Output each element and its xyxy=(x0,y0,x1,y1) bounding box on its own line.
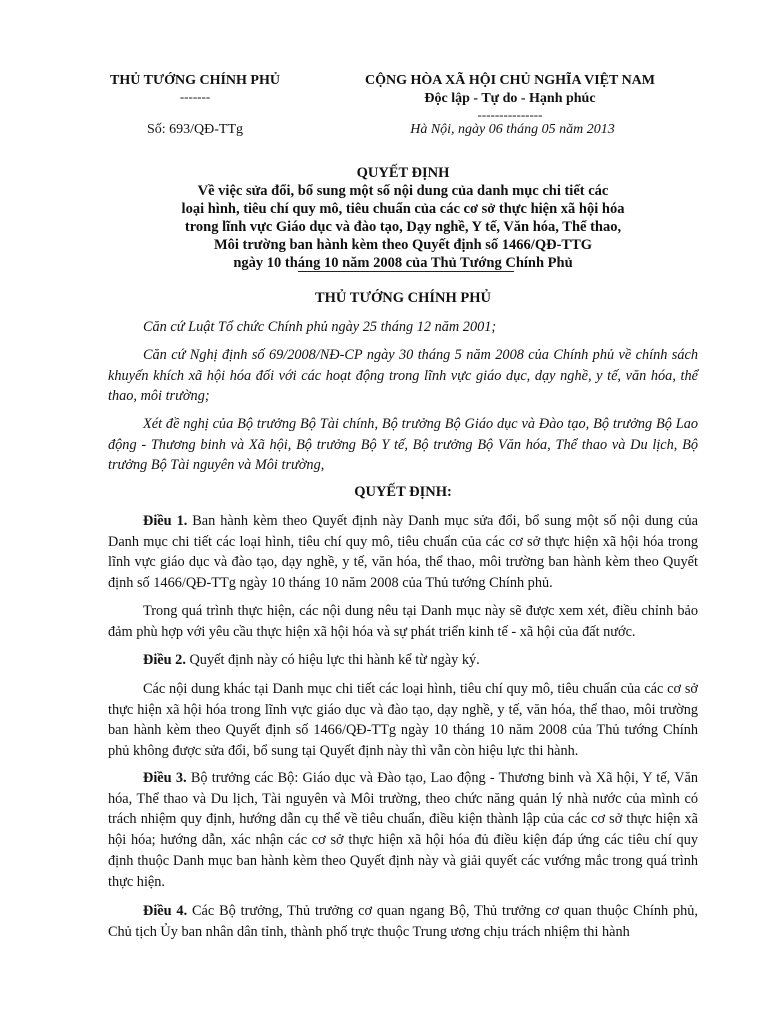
national-header-block xyxy=(350,72,670,122)
article-text: Trong quá trình thực hiện, các nội dung nêu tại Danh mục này sẽ được xem xét, điều chỉnh bảo đảm phù hợp với yêu cầu thực hiện xã hội hóa và sự phát triển kinh tế - xã hội của đất nước. xyxy=(108,603,698,640)
issuing-agency: THỦ TƯỚNG CHÍNH PHỦ xyxy=(110,73,280,88)
article-text: Các nội dung khác tại Danh mục chi tiết các loại hình, tiêu chí quy mô, tiêu chuẩn của các cơ sở thực hiện xã hội hóa trong lĩnh vực giáo dục và đào tạo, dạy nghề, y tế, văn hóa, thể thao, môi trường ban hành kèm theo Quyết định số 1466/QĐ-TTg ngày 10 tháng 10 năm 2008 của Thủ tướng Chính phủ không được sửa đổi, bổ sung tại Quyết định này thì vẫn còn hiệu lực thi hành. xyxy=(108,681,698,760)
article-text: Các Bộ trưởng, Thủ trưởng cơ quan ngang Bộ, Thủ trưởng cơ quan thuộc Chính phủ, Chủ tịch Ủy ban nhân dân tỉnh, thành phố trực thuộc Trung ương chịu trách nhiệm thi hành xyxy=(108,903,698,940)
article-4 xyxy=(108,901,698,942)
place-date: Hà Nội, ngày 06 tháng 05 năm 2013 xyxy=(410,122,615,137)
article-1-paragraph-2 xyxy=(108,601,698,642)
authority-heading: THỦ TƯỚNG CHÍNH PHỦ xyxy=(314,290,492,306)
document-number: Số: 693/QĐ-TTg xyxy=(146,122,244,137)
article-label: Điều 1. xyxy=(143,513,188,529)
issuing-agency-block xyxy=(100,72,290,104)
national-motto: Độc lập - Tự do - Hạnh phúc xyxy=(424,91,596,106)
article-text: Ban hành kèm theo Quyết định này Danh mục sửa đổi, bổ sung một số nội dung của Danh mục chi tiết các loại hình, tiêu chí quy mô, tiêu chuẩn của các cơ sở thực hiện xã hội hóa trong lĩnh vực giáo dục và đào tạo, dạy nghề, y tế, văn hóa, thể thao, môi trường ban hành kèm theo Quyết định số 1466/QĐ-TTg ngày 10 tháng 10 năm 2008 của Thủ tướng Chính phủ. xyxy=(108,513,698,592)
motto-divider: --------------- xyxy=(477,107,543,122)
preamble-paragraph: Căn cứ Luật Tổ chức Chính phủ ngày 25 tháng 12 năm 2001; xyxy=(143,319,497,335)
article-label: Điều 2. xyxy=(143,652,186,668)
preamble-paragraph: Căn cứ Nghị định số 69/2008/NĐ-CP ngày 30 tháng 5 năm 2008 của Chính phủ về chính sách khuyến khích xã hội hóa đối với các hoạt động trong lĩnh vực giáo dục, dạy nghề, y tế, văn hóa, thể thao, môi trường; xyxy=(108,347,698,405)
national-title: CỘNG HÒA XÃ HỘI CHỦ NGHĨA VIỆT NAM xyxy=(364,73,655,88)
preamble-paragraph: Xét đề nghị của Bộ trưởng Bộ Tài chính, Bộ trưởng Bộ Giáo dục và Đào tạo, Bộ trưởng Bộ Lao động - Thương binh và Xã hội, Bộ trưởng Bộ Y tế, Bộ trưởng Bộ Văn hóa, Thể thao và Du lịch, Bộ trưởng Bộ Tài nguyên và Môi trường, xyxy=(108,416,698,474)
article-2-paragraph-2 xyxy=(108,679,698,762)
article-label: Điều 3. xyxy=(143,770,187,786)
decision-heading: QUYẾT ĐỊNH: xyxy=(354,484,452,500)
article-3 xyxy=(108,768,698,892)
title-line: Môi trường ban hành kèm theo Quyết định số 1466/QĐ-TTG xyxy=(213,237,593,253)
title-underline xyxy=(298,271,514,272)
title-heading: QUYẾT ĐỊNH xyxy=(356,165,450,181)
article-2 xyxy=(108,650,698,671)
document-title xyxy=(108,164,698,272)
title-line: Về việc sửa đổi, bổ sung một số nội dung của danh mục chi tiết các xyxy=(197,183,609,199)
article-1 xyxy=(108,511,698,594)
article-text: Quyết định này có hiệu lực thi hành kể từ ngày ký. xyxy=(185,652,480,668)
title-line: loại hình, tiêu chí quy mô, tiêu chuẩn của các cơ sở thực hiện xã hội hóa xyxy=(181,201,625,217)
title-line: ngày 10 tháng 10 năm 2008 của Thủ Tướng Chính Phủ xyxy=(233,255,573,271)
article-text: Bộ trưởng các Bộ: Giáo dục và Đào tạo, Lao động - Thương binh và Xã hội, Y tế, Văn hóa, Thể thao và Du lịch, Tài nguyên và Môi trường, theo chức năng quản lý nhà nước của mình có trách nhiệm quy định, hướng dẫn cụ thể về tiêu chuẩn, điều kiện thành lập của các cơ sở thực hiện xã hội hóa; hướng dẫn, xác nhận các cơ sở thực hiện xã hội hóa đủ điều kiện đáp ứng các tiêu chí quy định thuộc Danh mục ban hành kèm theo Quyết định này và giải quyết các vướng mắc trong quá trình thực hiện. xyxy=(108,770,698,890)
agency-divider: ------- xyxy=(179,89,211,104)
title-line: trong lĩnh vực Giáo dục và đào tạo, Dạy nghề, Y tế, Văn hóa, Thể thao, xyxy=(184,219,622,235)
article-label: Điều 4. xyxy=(143,903,188,919)
